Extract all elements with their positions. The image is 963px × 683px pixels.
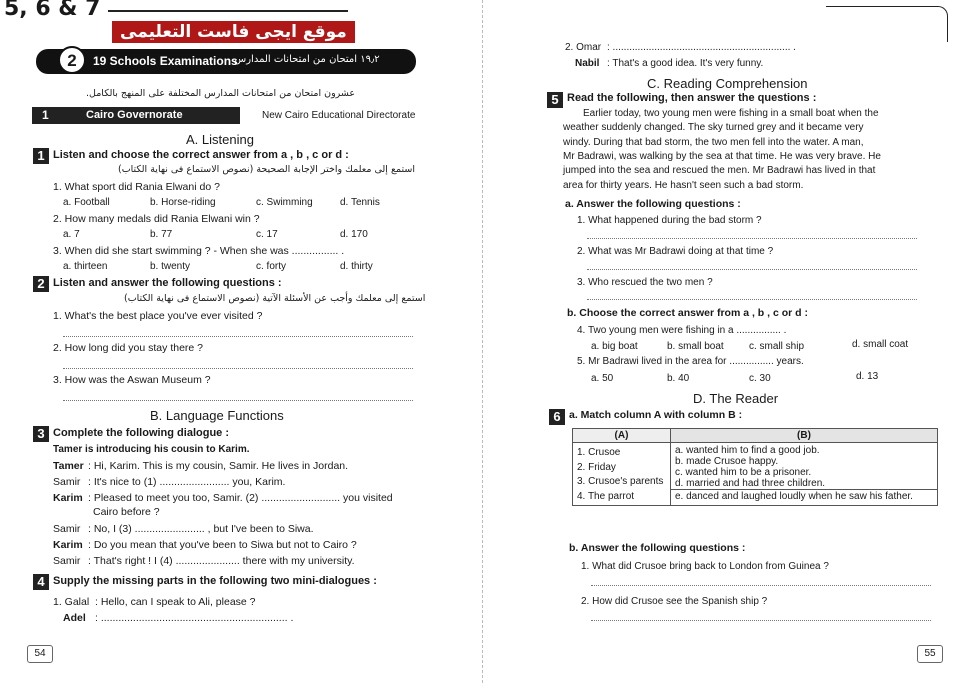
- q1-number: 1: [33, 148, 49, 164]
- dialogue-speaker: Samir: [53, 476, 81, 488]
- option: b. 40: [667, 373, 690, 384]
- q3-intro: Tamer is introducing his cousin to Karim.: [53, 444, 250, 455]
- option: d. 170: [340, 229, 368, 240]
- answer-line[interactable]: [63, 368, 413, 369]
- q1-item-2: 2. How many medals did Rania Elwani win ?: [53, 213, 260, 225]
- listening-title: A. Listening: [186, 132, 254, 147]
- q4-line-1: : Hello, can I speak to Ali, please ?: [95, 596, 256, 608]
- reader-title: D. The Reader: [693, 391, 779, 406]
- q4-number: 4: [33, 574, 49, 590]
- option: c. 30: [749, 373, 771, 384]
- column-a-item: 2. Friday: [577, 461, 616, 473]
- option: b. 77: [150, 229, 173, 240]
- column-a-cell: [573, 443, 671, 506]
- governorate-name: Cairo Governorate: [86, 109, 183, 121]
- column-b-header: (B): [671, 429, 938, 443]
- dialogue-speaker: Samir: [53, 555, 81, 567]
- q5b-item-5: 5. Mr Badrawi lived in the area for ................ years.: [577, 356, 804, 367]
- option: d. 13: [856, 371, 879, 382]
- q6b-item-1: 1. What did Crusoe bring back to London from Guinea ?: [581, 561, 829, 572]
- dialogue-speaker: Tamer: [53, 460, 84, 472]
- q5a-title: a. Answer the following questions :: [565, 198, 741, 210]
- governorate-number: 1: [42, 108, 49, 122]
- q4-line-2-speaker: Adel: [63, 612, 86, 624]
- match-table: [572, 428, 938, 506]
- q4-title: Supply the missing parts in the following two mini-dialogues :: [53, 575, 377, 587]
- dialogue-line: : Do you mean that you've been to Siwa but not to Cairo ?: [88, 539, 357, 551]
- q6b-title: b. Answer the following questions :: [569, 542, 746, 554]
- q3-number: 3: [33, 426, 49, 442]
- column-b-item: a. wanted him to find a good job.: [675, 445, 820, 456]
- column-b-item: b. made Crusoe happy.: [675, 456, 779, 467]
- q5b-item-4: 4. Two young men were fishing in a ................ .: [577, 325, 787, 336]
- answer-line[interactable]: [587, 269, 917, 270]
- passage-line: windy. During that bad storm, the two men fell into the water. A man,: [563, 137, 864, 148]
- column-b-cell: [671, 443, 938, 506]
- option: c. small ship: [749, 341, 805, 352]
- option: d. small coat: [852, 339, 909, 350]
- option: b. Horse-riding: [150, 197, 216, 208]
- option: a. Football: [63, 197, 110, 208]
- option: c. Swimming: [256, 197, 313, 208]
- q1-title: Listen and choose the correct answer from a , b , c or d :: [53, 149, 349, 161]
- dialogue-line: : It's nice to (1) ........................ you, Karim.: [88, 476, 286, 488]
- column-b-item: d. married and had three children.: [671, 478, 937, 490]
- q1-item-3: 3. When did she start swimming ? - When she was ................ .: [53, 245, 345, 257]
- q2-item-1: 1. What's the best place you've ever visited ?: [53, 310, 263, 322]
- dialogue-line: : Pleased to meet you too, Samir. (2) ........................... you visited: [88, 492, 393, 504]
- dialogue-line: : No, I (3) ........................ , but I've been to Siwa.: [88, 523, 314, 535]
- q6b-item-2: 2. How did Crusoe see the Spanish ship ?: [581, 596, 768, 607]
- page-gutter: [482, 0, 483, 683]
- q5a-item-3: 3. Who rescued the two men ?: [577, 277, 713, 288]
- corner-rule: [826, 6, 948, 42]
- option: c. forty: [256, 261, 287, 272]
- q2-title: Listen and answer the following questions :: [53, 277, 282, 289]
- q1-instruction-ar: استمع إلى معلمك واختر الإجابة الصحيحة (نصوص الاستماع فى نهاية الكتاب): [118, 164, 415, 175]
- passage-line: area for thirty years. He hasn't seen such a bad storm.: [563, 180, 804, 191]
- directorate: New Cairo Educational Directorate: [262, 110, 416, 121]
- column-a-item: 4. The parrot: [577, 490, 635, 502]
- reading-title: C. Reading Comprehension: [647, 76, 808, 91]
- q1-item-1: 1. What sport did Rania Elwani do ?: [53, 181, 220, 193]
- dialogue-speaker: Karim: [53, 539, 83, 551]
- option: a. big boat: [591, 341, 638, 352]
- column-b-item: e. danced and laughed loudly when he saw his father.: [675, 491, 913, 502]
- dialogue-speaker: Samir: [53, 523, 81, 535]
- exam-title-ar: ١٩٫٢ امتحان من امتحانات المدارس: [234, 54, 380, 65]
- option: a. thirteen: [63, 261, 108, 272]
- omar-line: : ................................................................ .: [607, 42, 796, 53]
- q6a-title: a. Match column A with column B :: [569, 409, 743, 421]
- answer-line[interactable]: [587, 238, 917, 239]
- q5-number: 5: [547, 92, 563, 108]
- option: c. 17: [256, 229, 278, 240]
- passage-line: Earlier today, two young men were fishing in a small boat when the: [583, 108, 879, 119]
- option: b. small boat: [667, 341, 724, 352]
- answer-line[interactable]: [63, 336, 413, 337]
- site-banner: موقع ايجى فاست التعليمى: [112, 21, 355, 43]
- answer-line[interactable]: [591, 620, 931, 621]
- exam-subtitle-ar: عشرون امتحان من امتحانات المدارس المختلفة على المنهج بالكامل.: [86, 88, 356, 99]
- passage-line: jumped into the sea and rescued the men. Mr Badrawi has lived in that: [563, 165, 876, 176]
- q2-item-2: 2. How long did you stay there ?: [53, 342, 204, 354]
- q2-number: 2: [33, 276, 49, 292]
- exam-title: 19 Schools Examinations: [93, 54, 238, 68]
- option: a. 50: [591, 373, 614, 384]
- dialogue-line: : Hi, Karim. This is my cousin, Samir. He lives in Jordan.: [88, 460, 349, 472]
- dialogue-line: : That's right ! I (4) ...................... there with my university.: [88, 555, 355, 567]
- answer-line[interactable]: [63, 400, 413, 401]
- q3-title: Complete the following dialogue :: [53, 427, 229, 439]
- q2-item-3: 3. How was the Aswan Museum ?: [53, 374, 211, 386]
- column-a-header: (A): [573, 429, 671, 443]
- dialogue-speaker: Karim: [53, 492, 83, 504]
- q5-title: Read the following, then answer the questions :: [567, 92, 817, 104]
- q5a-item-2: 2. What was Mr Badrawi doing at that time ?: [577, 246, 774, 257]
- units-label: 5, 6 & 7: [4, 0, 101, 21]
- option: d. Tennis: [340, 197, 380, 208]
- exam-number-badge: 2: [58, 46, 86, 74]
- q6-number: 6: [549, 409, 565, 425]
- dialogue-line: Cairo before ?: [93, 506, 160, 518]
- q5b-title: b. Choose the correct answer from a , b , c or d :: [567, 307, 808, 319]
- page-number-right: 55: [917, 645, 943, 663]
- column-a-item: 3. Crusoe's parents: [577, 476, 664, 487]
- column-b-item: c. wanted him to be a prisoner.: [675, 467, 812, 478]
- q2-instruction-ar: استمع إلى معلمك وأجب عن الأسئلة الآتية (نصوص الاستماع فى نهاية الكتاب): [124, 293, 426, 304]
- page-number-left: 54: [27, 645, 53, 663]
- passage-line: weather suddenly changed. The sky turned grey and it became very: [563, 122, 864, 133]
- language-title: B. Language Functions: [150, 408, 284, 423]
- omar-speaker: 2. Omar: [565, 42, 602, 53]
- q4-line-2: : ................................................................ .: [95, 612, 294, 624]
- option: b. twenty: [150, 261, 191, 272]
- q5a-item-1: 1. What happened during the bad storm ?: [577, 215, 762, 226]
- passage-line: Mr Badrawi, was walking by the sea at that time. He was very brave. He: [563, 151, 881, 162]
- nabil-speaker: Nabil: [575, 58, 600, 69]
- option: a. 7: [63, 229, 80, 240]
- answer-line[interactable]: [587, 299, 917, 300]
- answer-line[interactable]: [591, 585, 931, 586]
- column-a-item: 1. Crusoe: [577, 447, 621, 458]
- option: d. thirty: [340, 261, 373, 272]
- nabil-line: : That's a good idea. It's very funny.: [607, 58, 764, 69]
- q4-line-1-speaker: 1. Galal: [53, 596, 90, 608]
- units-rule: [108, 10, 348, 12]
